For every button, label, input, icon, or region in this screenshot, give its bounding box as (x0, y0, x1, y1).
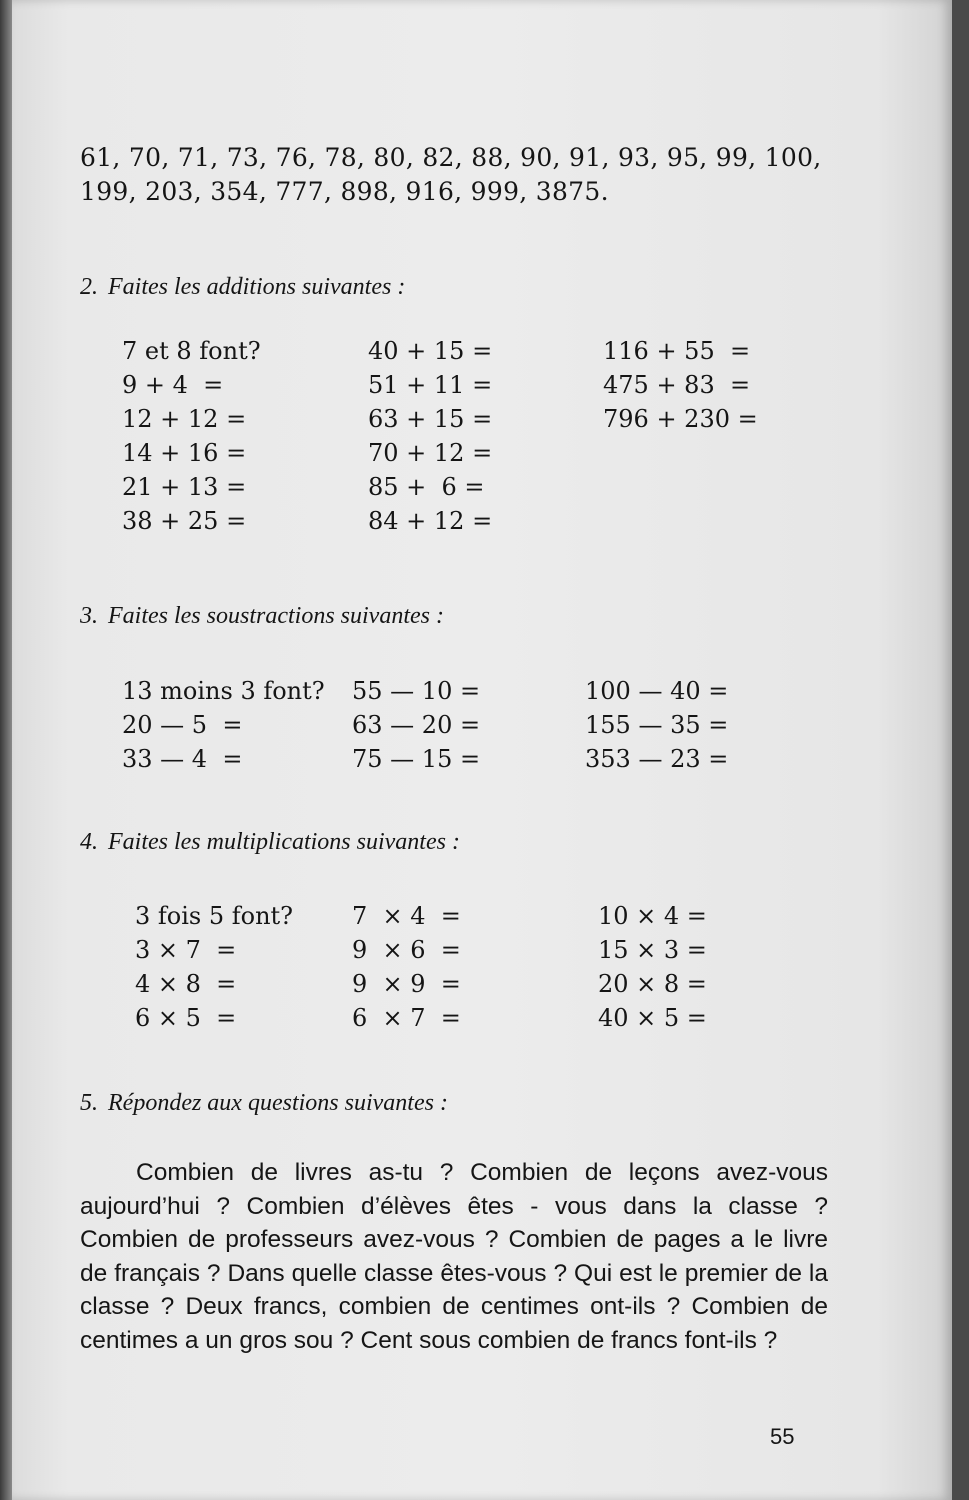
exercise-item: 38 + 25 = (122, 507, 247, 535)
exercise-item: 6 × 5 = (135, 1004, 237, 1032)
section-5-title: Répondez aux questions suivantes : (108, 1090, 448, 1116)
exercise-item: 4 × 8 = (135, 970, 237, 998)
section-4-number: 4. (80, 829, 98, 855)
exercise-item: 7 et 8 font? (122, 337, 261, 365)
exercise-item: 6 × 7 = (352, 1004, 461, 1032)
exercise-item: 475 + 83 = (603, 371, 751, 399)
subtractions-column-3 (585, 674, 728, 776)
exercise-item: 84 + 12 = (368, 507, 493, 535)
exercise-item: 7 × 4 = (352, 902, 461, 930)
exercise-item: 116 + 55 = (603, 337, 751, 365)
additions-column-1 (122, 334, 261, 538)
multiplications-column-3 (598, 899, 707, 1035)
section-2-heading (80, 274, 405, 301)
exercise-item: 15 × 3 = (598, 936, 707, 964)
section-5-number: 5. (80, 1090, 98, 1116)
exercise-item: 63 — 20 = (352, 711, 481, 739)
exercise-item: 353 — 23 = (585, 745, 729, 773)
multiplications-column-1 (135, 899, 293, 1035)
exercise-item: 85 + 6 = (368, 473, 485, 501)
section-4-heading (80, 829, 460, 856)
exercise-item: 63 + 15 = (368, 405, 493, 433)
section-2-title: Faites les additions suivantes : (108, 274, 406, 300)
exercise-item: 100 — 40 = (585, 677, 729, 705)
exercise-item: 21 + 13 = (122, 473, 247, 501)
section-2-number: 2. (80, 274, 98, 300)
exercise-item: 9 × 9 = (352, 970, 461, 998)
section-3-title: Faites les soustractions suivantes : (108, 603, 444, 629)
exercise-item: 40 × 5 = (598, 1004, 707, 1032)
exercise-item: 33 — 4 = (122, 745, 243, 773)
multiplications-column-2 (352, 899, 461, 1035)
exercise-item: 12 + 12 = (122, 405, 247, 433)
questions-paragraph: Combien de livres as-tu ? Combien de leçons avez-vous aujourd’hui ? Combien d’élèves êtes - vous dans la classe ? Combien de professeurs avez-vous ? Combien de pages a le livre de français ? Dans quelle classe êtes-vous ? Qui est le premier de la classe ? Deux francs, combien de centimes ont-ils ? Combien de centimes a un gros sou ? Cent sous combien de francs font-ils ? (80, 1159, 828, 1354)
additions-column-3 (603, 334, 758, 436)
exercise-item: 13 moins 3 font? (122, 677, 325, 705)
section-4-title: Faites les multiplications suivantes : (108, 829, 460, 855)
section-3-number: 3. (80, 603, 98, 629)
exercise-item: 10 × 4 = (598, 902, 707, 930)
exercise-item: 20 × 8 = (598, 970, 707, 998)
exercise-item: 75 — 15 = (352, 745, 481, 773)
additions-column-2 (368, 334, 492, 538)
exercise-item: 155 — 35 = (585, 711, 729, 739)
section-5-heading (80, 1090, 448, 1117)
subtractions-column-2 (352, 674, 480, 776)
page-number: 55 (770, 1424, 795, 1449)
exercise-item: 51 + 11 = (368, 371, 493, 399)
exercise-item: 3 fois 5 font? (135, 902, 294, 930)
exercise-item: 9 × 6 = (352, 936, 461, 964)
number-list-line-1: 61, 70, 71, 73, 76, 78, 80, 82, 88, 90, 91, 93, 95, 99, 100, (80, 143, 822, 172)
exercise-item: 70 + 12 = (368, 439, 493, 467)
section-3-heading (80, 603, 444, 630)
exercise-item: 3 × 7 = (135, 936, 237, 964)
number-list-line-2: 199, 203, 354, 777, 898, 916, 999, 3875. (80, 177, 609, 206)
exercise-item: 20 — 5 = (122, 711, 243, 739)
exercise-item: 55 — 10 = (352, 677, 481, 705)
exercise-item: 796 + 230 = (603, 405, 758, 433)
exercise-item: 14 + 16 = (122, 439, 247, 467)
book-spine-edge (0, 0, 12, 1500)
exercise-item: 40 + 15 = (368, 337, 493, 365)
exercise-item: 9 + 4 = (122, 371, 224, 399)
subtractions-column-1 (122, 674, 325, 776)
